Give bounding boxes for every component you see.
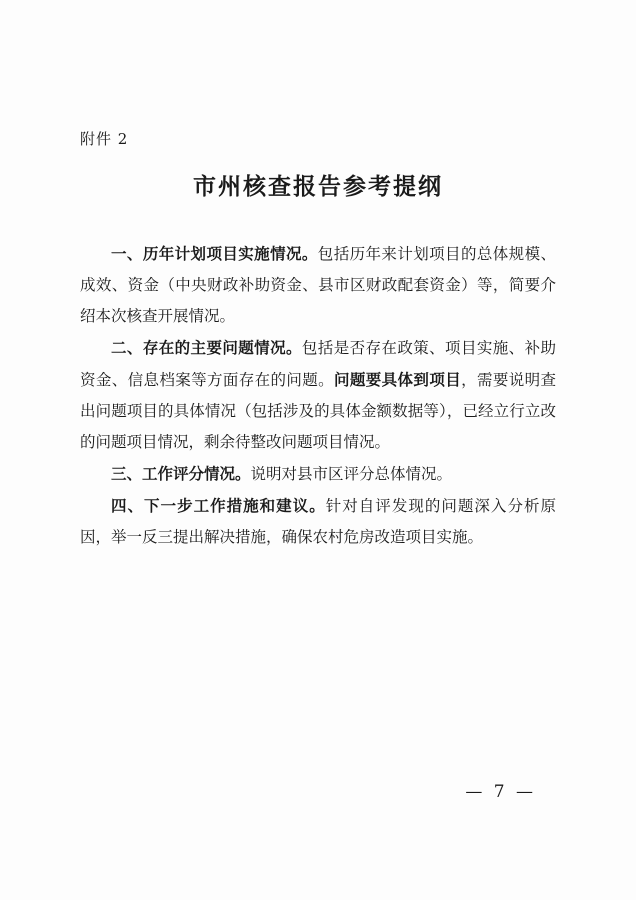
- paragraph-2: [80, 332, 556, 458]
- paragraph-1-heading: 一、历年计划项目实施情况。: [111, 244, 318, 263]
- paragraph-3-heading: 三、工作评分情况。: [111, 464, 251, 483]
- paragraph-2-heading: 二、存在的主要问题情况。: [111, 338, 302, 357]
- attachment-label: 附件 2: [80, 130, 129, 148]
- paragraph-2-emphasis: 问题要具体到项目: [334, 370, 462, 389]
- paragraph-1-text: 包括历年来计划项目的总体规模、成效、资金（中央财政补助资金、县市区财政配套资金）等，简要介绍本次核查开展情况。: [80, 245, 556, 325]
- paragraph-4-text: 针对自评发现的问题深入分析原因，举一反三提出解决措施，确保农村危房改造项目实施。: [80, 497, 556, 546]
- paragraph-1: [80, 238, 556, 332]
- page-number: — 7 —: [465, 782, 536, 802]
- paragraph-3-text: 说明对县市区评分总体情况。: [250, 465, 453, 483]
- paragraph-4: [80, 490, 556, 553]
- document-body: [80, 238, 556, 553]
- paragraph-4-heading: 四、下一步工作措施和建议。: [111, 496, 326, 515]
- paragraph-3: [80, 458, 556, 490]
- paragraph-2-text-after: ，需要说明查出问题项目的具体情况（包括涉及的具体金额数据等），已经立行立改的问题项目情况，剩余待整改问题项目情况。: [80, 371, 556, 451]
- paragraph-2-text-before: 包括是否存在政策、项目实施、补助资金、信息档案等方面存在的问题。: [80, 339, 556, 389]
- document-title: 市州核查报告参考提纲: [193, 173, 443, 200]
